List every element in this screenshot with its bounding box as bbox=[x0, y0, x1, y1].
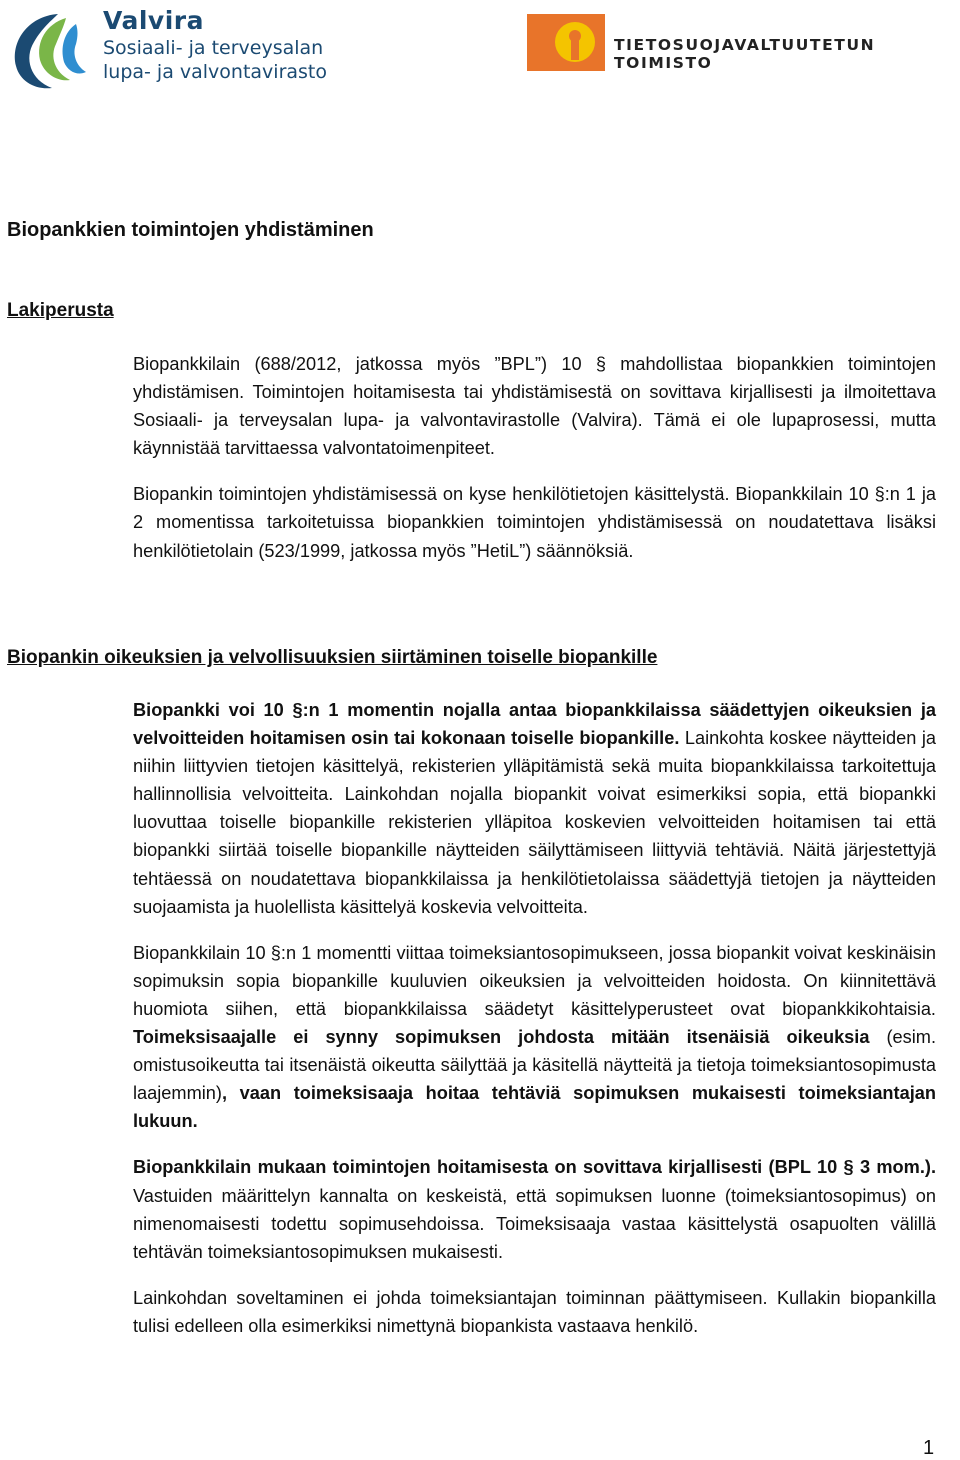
paragraph-text: Biopankkilain 10 §:n 1 momentti viittaa toimeksiantosopimukseen, jossa biopankit voivat keskinäisin sopimuksin sopia biopankille kuuluvien oikeuksien ja velvoitteiden hoidosta. On kiinnitettävä huomiota siihen, että biopankkilaissa säädetyt käsittelyperusteet ovat biopankkikohtaisia. bbox=[133, 942, 936, 1019]
page-header bbox=[0, 0, 960, 110]
bold-text: Biopankki voi 10 §:n 1 momentin nojalla antaa biopankkilaissa säädettyjen oikeuksien ja velvoitteiden hoitamisen osin tai kokonaan toiselle biopankille. bbox=[133, 700, 936, 749]
paragraph-text: Vastuiden määrittelyn kannalta on keskeistä, että sopimuksen luonne (toimeksiantosopimus) on nimenomaisesti todettu sopimusehdoissa. Toimeksisaaja vastaa käsittelystä osapuolten välillä tehtävän toimeksiantosopimuksen mukaisesti. bbox=[133, 1185, 936, 1262]
paragraph bbox=[133, 696, 936, 921]
tsv-name: TIETOSUOJAVALTUUTETUN TOIMISTO bbox=[614, 36, 876, 72]
paragraph: Biopankkilain (688/2012, jatkossa myös ”BPL”) 10 § mahdollistaa biopankkien toimintojen yhdistämisen. Toimintojen hoitamisesta tai yhdistämisestä on sovittava kirjallisesti ja ilmoitettava Sosiaali- ja terveysalan lupa- ja valvontavirastolle (Valvira). Tämä ei ole lupaprosessi, mutta käynnistää tarvittaessa valvontatoimenpiteet. bbox=[133, 354, 936, 459]
paragraph-text: (esim. omistusoikeutta tai itsenäistä oikeutta säilyttää ja käsitellä näytteitä ja tietoja toimeksiantosopimusta laajemmin) bbox=[133, 1027, 937, 1104]
section-legal-basis-body bbox=[133, 350, 936, 583]
bold-text: Biopankkilain mukaan toimintojen hoitamisesta on sovittava kirjallisesti (BPL 10 § 3 mom.). bbox=[133, 1157, 936, 1178]
paragraph bbox=[133, 939, 936, 1136]
valvira-subtitle-line2: lupa- ja valvontavirasto bbox=[103, 61, 328, 83]
paragraph: Biopankin toimintojen yhdistämisessä on kyse henkilötietojen käsittelystä. Biopankkilain 10 §:n 1 ja 2 momentissa tarkoitetuissa biopankkien toimintojen yhdistämisessä on noudatettava lisäksi henkilötietolain (523/1999, jatkossa myös ”HetiL”) säännöksiä. bbox=[133, 484, 936, 561]
page-number: 1 bbox=[923, 1437, 935, 1459]
valvira-logo-icon bbox=[6, 8, 98, 92]
paragraph: Lainkohdan soveltaminen ei johda toimeksiantajan toiminnan päättymiseen. Kullakin biopankilla tulisi edelleen olla esimerkiksi nimettynä biopankista vastaava henkilö. bbox=[133, 1287, 936, 1336]
paragraph bbox=[133, 1153, 936, 1265]
section-heading-legal-basis: Lakiperusta bbox=[7, 300, 114, 321]
section-heading-transfer: Biopankin oikeuksien ja velvollisuuksien siirtäminen toiselle biopankille bbox=[7, 647, 658, 668]
bold-text: Toimeksisaajalle ei synny sopimuksen johdosta mitään itsenäisiä oikeuksia bbox=[133, 1027, 870, 1048]
valvira-subtitle-line1: Sosiaali- ja terveysalan bbox=[103, 37, 324, 59]
paragraph-text: Lainkohta koskee näytteiden ja niihin liittyvien tietojen käsittelyä, rekisterien ylläpitämistä sekä muita biopankkilaissa tarkoitettuja hallinnollisia velvoitteita. Lainkohdan nojalla biopankit voivat esimerkiksi sopia, että biopankki luovuttaa toiselle biopankille rekisterien ylläpitoa koskevien velvoitteiden hoitamisen tai että biopankki siirtää toiselle biopankille näytteiden säilyttämiseen liittyviä tehtäviä. Näitä järjestettyjä tehtäessä on noudatettava biopankkilaissa ja henkilötietolaissa säädettyjä tietojen ja näytteiden suojaamista ja huolellista käsittelyä koskevia velvoitteita. bbox=[133, 728, 936, 917]
bold-text: , vaan toimeksisaaja hoitaa tehtäviä sopimuksen mukaisesti toimeksiantajan lukuun. bbox=[133, 1083, 936, 1132]
section-transfer-body bbox=[133, 696, 936, 1358]
document-title: Biopankkien toimintojen yhdistäminen bbox=[7, 219, 374, 241]
tsv-logo-icon bbox=[527, 14, 605, 71]
valvira-name: Valvira bbox=[103, 6, 204, 35]
